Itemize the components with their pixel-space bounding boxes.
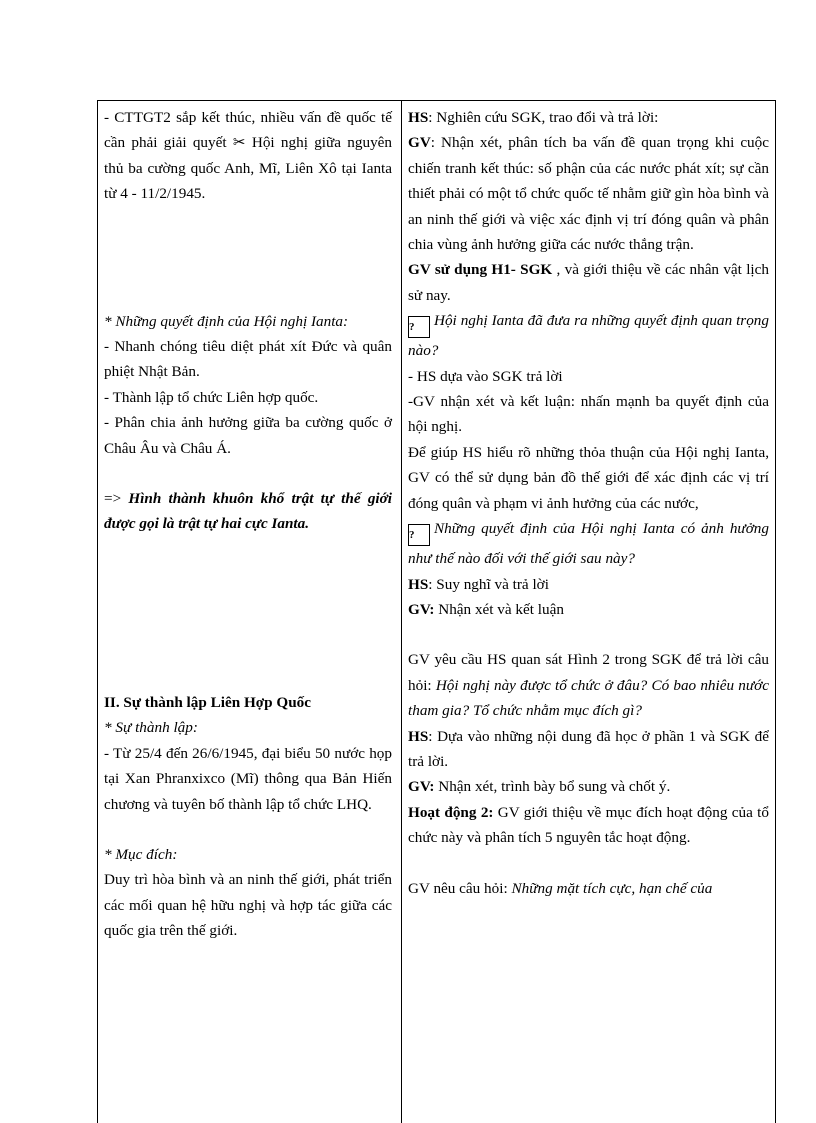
decision-item: - Nhanh chóng tiêu diệt phát xít Đức và quân phiệt Nhật Bản. (104, 338, 392, 381)
gv-h1-paragraph (408, 257, 769, 308)
gv-paragraph-3 (408, 647, 769, 723)
table-column-divider (401, 100, 402, 1123)
hs-line-1 (408, 105, 769, 130)
decisions-heading: * Những quyết định của Hội nghị Ianta: (104, 312, 349, 330)
hs-label: HS (408, 727, 429, 745)
gv-intro-4: GV nêu câu hỏi: (408, 879, 512, 897)
map-note: Để giúp HS hiểu rõ những thỏa thuận của Hội nghị Ianta, GV có thể sử dụng bản đồ thế giới để xác định các vị trí đóng quân và phạm vi ảnh hưởng của các nước, (408, 443, 769, 512)
gv-h1-text: , và giới thiệu về các nhân vật lịch sử nay. (408, 261, 769, 304)
purpose-heading: * Mục đích: (104, 845, 178, 863)
question-4-text: Những mặt tích cực, hạn chế của (511, 879, 713, 897)
gv-label: GV: (408, 778, 435, 796)
conclusion-text: Hình thành khuôn khổ trật tự thế giới được gọi là trật tự hai cực Ianta. (104, 490, 392, 533)
hs-line-3 (408, 724, 769, 775)
question-2 (408, 516, 769, 571)
decision-item: - Thành lập tổ chức Liên hợp quốc. (104, 388, 319, 406)
conclusion-arrow: => (104, 490, 129, 508)
activity-text: GV giới thiệu về mục đích hoạt động của tổ chức này và phân tích 5 nguyên tắc hoạt động. (408, 803, 769, 847)
question-mark-icon: ? (408, 316, 430, 338)
founding-heading: * Sự thành lập: (104, 719, 198, 737)
hs-label: HS (408, 575, 429, 593)
gv-conclude-1: -GV nhận xét và kết luận: nhấn mạnh ba quyết định của hội nghị. (408, 393, 769, 436)
hs-text: : Nghiên cứu SGK, trao đổi và trả lời: (428, 109, 659, 126)
hs-label: HS (408, 109, 429, 126)
activity-label: Hoạt động 2: (408, 803, 494, 821)
gv-h1-label: GV sử dụng H1- SGK (408, 261, 553, 279)
gv-text: Nhận xét, trình bày bổ sung và chốt ý. (434, 778, 671, 796)
gv-intro-3: GV yêu cầu HS quan sát Hình 2 trong SGK để trả lời câu hỏi: (408, 651, 769, 694)
gv-line-2 (408, 597, 769, 622)
question-1-text: Hội nghị Ianta đã đưa ra những quyết định quan trọng nào? (408, 312, 769, 360)
hs-text: : Suy nghĩ và trả lời (428, 575, 549, 593)
question-1 (408, 308, 769, 363)
table-left-border (97, 100, 98, 1123)
question-3-text: Hội nghị này được tổ chức ở đâu? Có bao nhiêu nước tham gia? Tổ chức nhằm mục đích gì? (408, 676, 769, 720)
left-column (104, 105, 392, 944)
gv-label: GV: (408, 600, 435, 618)
activity-2-paragraph (408, 800, 769, 851)
hs-answer-1: - HS dựa vào SGK trả lời (408, 367, 563, 385)
intro-paragraph: - CTTGT2 sắp kết thúc, nhiều vấn đề quốc tế cần phải giải quyết ✂ Hội nghị giữa nguyên thủ ba cường quốc Anh, Mĩ, Liên Xô tại Ianta từ 4 - 11/2/1945. (104, 109, 392, 203)
gv-paragraph-1 (408, 130, 769, 257)
gv-label: GV (408, 134, 431, 152)
hs-text: : Dựa vào những nội dung đã học ở phần 1 và SGK để trả lời. (408, 727, 769, 770)
founding-text: - Từ 25/4 đến 26/6/1945, đại biểu 50 nước họp tại Xan Phranxixco (Mĩ) thông qua Bản Hiến chương và tuyên bố thành lập tổ chức LHQ. (104, 744, 392, 813)
gv-text: Nhận xét và kết luận (434, 600, 564, 618)
table-right-border (775, 100, 776, 1123)
purpose-text: Duy trì hòa bình và an ninh thế giới, phát triển các mối quan hệ hữu nghị và hợp tác giữa các quốc gia trên thế giới. (104, 871, 392, 940)
right-column (408, 105, 769, 901)
gv-paragraph-4 (408, 876, 769, 901)
conclusion-paragraph (104, 486, 392, 537)
decision-item: - Phân chia ảnh hưởng giữa ba cường quốc ở Châu Âu và Châu Á. (104, 414, 392, 457)
question-mark-icon: ? (408, 524, 430, 546)
section-2-title: II. Sự thành lập Liên Hợp Quốc (104, 693, 312, 711)
gv-line-3 (408, 774, 769, 799)
table-top-border (97, 100, 776, 101)
question-2-text: Những quyết định của Hội nghị Ianta có ảnh hưởng như thế nào đối với thế giới sau này? (408, 520, 769, 568)
hs-line-2 (408, 572, 769, 597)
gv-text: : Nhận xét, phân tích ba vấn đề quan trọng khi cuộc chiến tranh kết thúc: số phận của các nước phát xít; sự cần thiết phải có một tổ chức quốc tế nhằm giữ gìn hòa bình và an ninh thế giới và việc xác định vị trí đóng quân và phân chia vùng ảnh hưởng giữa các nước thắng trận. (408, 134, 769, 254)
